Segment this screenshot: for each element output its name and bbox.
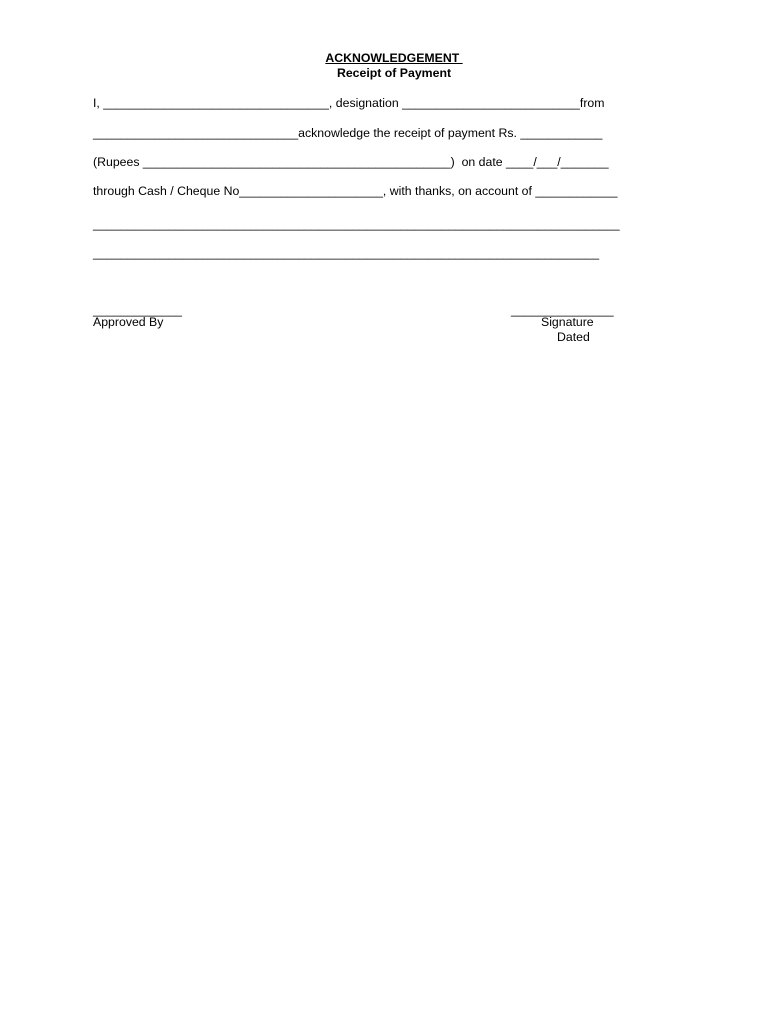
name-designation-line: I, _________________________________, designation __________________________from bbox=[93, 96, 605, 110]
approved-by-label: Approved By bbox=[93, 315, 164, 329]
approved-by-rule: _____________ bbox=[93, 303, 182, 317]
rupees-date-line: (Rupees _____________________________________________) on date ____/___/_______ bbox=[93, 155, 609, 169]
account-blank-line-1: _____________________________________________________________________________ bbox=[93, 217, 620, 231]
account-blank-line-2: __________________________________________________________________________ bbox=[93, 246, 600, 260]
document-subtitle: Receipt of Payment bbox=[336, 66, 452, 80]
signature-rule: _______________ bbox=[511, 303, 614, 317]
payment-amount-line: ______________________________acknowledge the receipt of payment Rs. ____________ bbox=[93, 126, 603, 140]
signature-label: Signature bbox=[541, 315, 594, 329]
dated-label: Dated bbox=[557, 330, 590, 344]
payment-method-line: through Cash / Cheque No_____________________, with thanks, on account of ____________ bbox=[93, 184, 618, 198]
document-title: ACKNOWLEDGEMENT bbox=[325, 51, 463, 65]
